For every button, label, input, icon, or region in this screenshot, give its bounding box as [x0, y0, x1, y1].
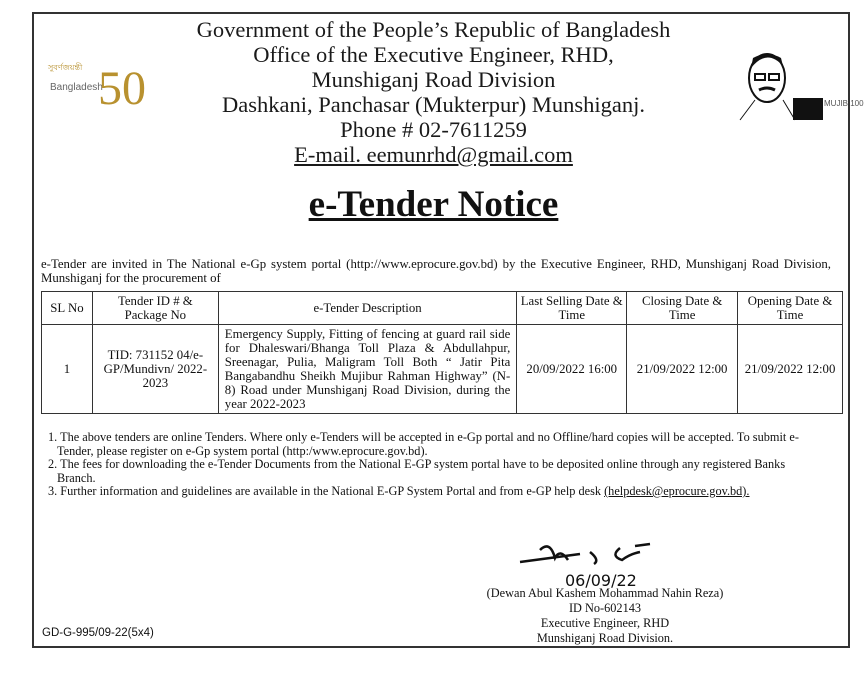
cell-description: Emergency Supply, Fitting of fencing at guard rail side for Dhaleswari/Bhanga Toll Plaza & Abdullahpur, Sreenagar, Pulia, Maligram Toll Both “ Jatir Pita Bangabandhu Sheikh Mujibur Rahman Highway” (N-8) Road under Munshiganj Road Division, during the year 2022-2023 [218, 325, 517, 414]
header-line: Office of the Executive Engineer, RHD, [253, 42, 614, 67]
col-closing: Closing Date & Time [627, 292, 738, 325]
office-header [0, 17, 867, 167]
cell-closing: 21/09/2022 12:00 [627, 325, 738, 414]
header-line: Dashkani, Panchasar (Mukterpur) Munshiganj. [221, 92, 646, 117]
col-tender-id: Tender ID # & Package No [92, 292, 218, 325]
cell-opening: 21/09/2022 12:00 [738, 325, 843, 414]
col-last-selling: Last Selling Date & Time [517, 292, 627, 325]
col-sl: SL No [42, 292, 93, 325]
svg-text:06/09/22: 06/09/22 [565, 571, 637, 590]
signatory-division: Munshiganj Road Division. [536, 631, 674, 645]
note-text: 3. Further information and guidelines are available in the National E-GP System Portal and from e-GP help desk [48, 484, 601, 498]
signatory-designation: Executive Engineer, RHD [540, 616, 670, 630]
tender-table [41, 291, 843, 414]
handwritten-signature [510, 540, 670, 590]
signatory-name: (Dewan Abul Kashem Mohammad Nahin Reza) [486, 586, 724, 600]
signatory-id: ID No-602143 [568, 601, 642, 615]
col-opening: Opening Date & Time [738, 292, 843, 325]
signature-block [440, 586, 770, 646]
cell-tender-id: TID: 731152 04/e-GP/Mundivn/ 2022-2023 [92, 325, 218, 414]
intro-text: e-Tender are invited in The National e-Gp system portal (http://www.eprocure.gov.bd) by the Executive Engineer, RHD, Munshiganj Road Division, Munshiganj for the procurement of [41, 257, 831, 285]
header-line: Government of the People’s Republic of Bangladesh [196, 17, 671, 42]
cell-last-selling: 20/09/2022 16:00 [517, 325, 627, 414]
note-item: 1. The above tenders are online Tenders. Where only e-Tenders will be accepted in e-Gp portal and no Offline/hard copies will be accepted. To submit e-Tender, please register on e-Gp system portal (http:/www.eprocure.gov.bd). [48, 430, 799, 458]
note-item [42, 485, 802, 499]
table-row [42, 325, 843, 414]
svg-text:50: 50 [98, 62, 146, 115]
svg-text:সুবর্ণজয়ন্তী: সুবর্ণজয়ন্তী [48, 63, 83, 72]
reference-code: GD-G-995/09-22(5x4) [42, 627, 154, 639]
header-email[interactable]: E-mail. eemunrhd@gmail.com [294, 142, 573, 167]
header-line: Munshiganj Road Division [311, 67, 556, 92]
col-description: e-Tender Description [218, 292, 517, 325]
svg-text:MUJIB 100: MUJIB 100 [824, 99, 864, 108]
svg-text:Bangladesh: Bangladesh [50, 82, 103, 93]
notes-list [42, 431, 802, 499]
note-item: 2. The fees for downloading the e-Tender Documents from the National E-GP system portal have to be deposited online through any registered Banks Branch. [48, 457, 786, 485]
table-header-row [42, 292, 843, 325]
header-line: Phone # 02-7611259 [340, 117, 527, 142]
cell-sl: 1 [42, 325, 93, 414]
notice-title: e-Tender Notice [308, 184, 559, 225]
helpdesk-link[interactable]: (helpdesk@eprocure.gov.bd). [604, 484, 750, 498]
